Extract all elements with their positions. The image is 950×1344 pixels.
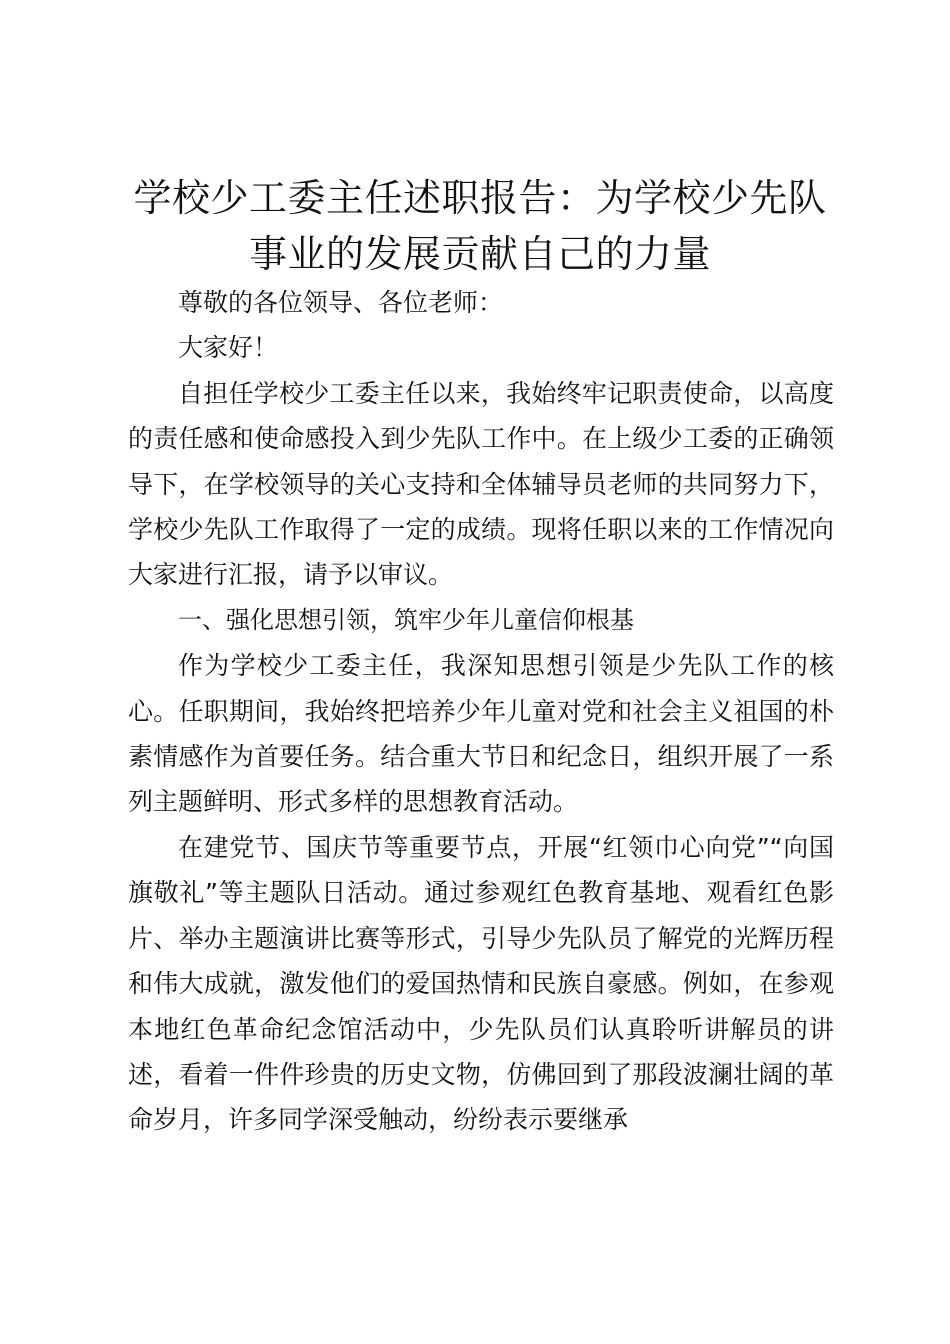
salutation: 尊敬的各位领导、各位老师： bbox=[178, 288, 504, 317]
intro-paragraph: 自担任学校少工委主任以来，我始终牢记职责使命，以高度的责任感和使命感投入到少先队工作中。在上级少工委的正确领导下，在学校领导的关心支持和全体辅导员老师的共同努力下，学校少先队工作取得了一定的成绩。现将任职以来的工作情况向大家进行汇报，请予以审议。 bbox=[128, 378, 834, 590]
section-heading-1: 一、强化思想引领，筑牢少年儿童信仰根基 bbox=[178, 605, 634, 634]
document-body bbox=[128, 280, 834, 1143]
document-title: 学校少工委主任述职报告：为学校少先队事业的发展贡献自己的力量 bbox=[133, 176, 827, 276]
body-paragraph: 在建党节、国庆节等重要节点，开展“红领巾心向党”“向国旗敬礼”等主题队日活动。通过参观红色教育基地、观看红色影片、举办主题演讲比赛等形式，引导少先队员了解党的光辉历程和伟大成就，激发他们的爱国热情和民族自豪感。例如，在参观本地红色革命纪念馆活动中，少先队员们认真聆听讲解员的讲述，看着一件件珍贵的历史文物，仿佛回到了那段波澜壮阔的革命岁月，许多同学深受触动，纷纷表示要继承 bbox=[128, 832, 834, 1135]
body-paragraph: 作为学校少工委主任，我深知思想引领是少先队工作的核心。任职期间，我始终把培养少年儿童对党和社会主义祖国的朴素情感作为首要任务。结合重大节日和纪念日，组织开展了一系列主题鲜明、形式多样的思想教育活动。 bbox=[128, 651, 834, 817]
greeting: 大家好！ bbox=[178, 333, 279, 363]
